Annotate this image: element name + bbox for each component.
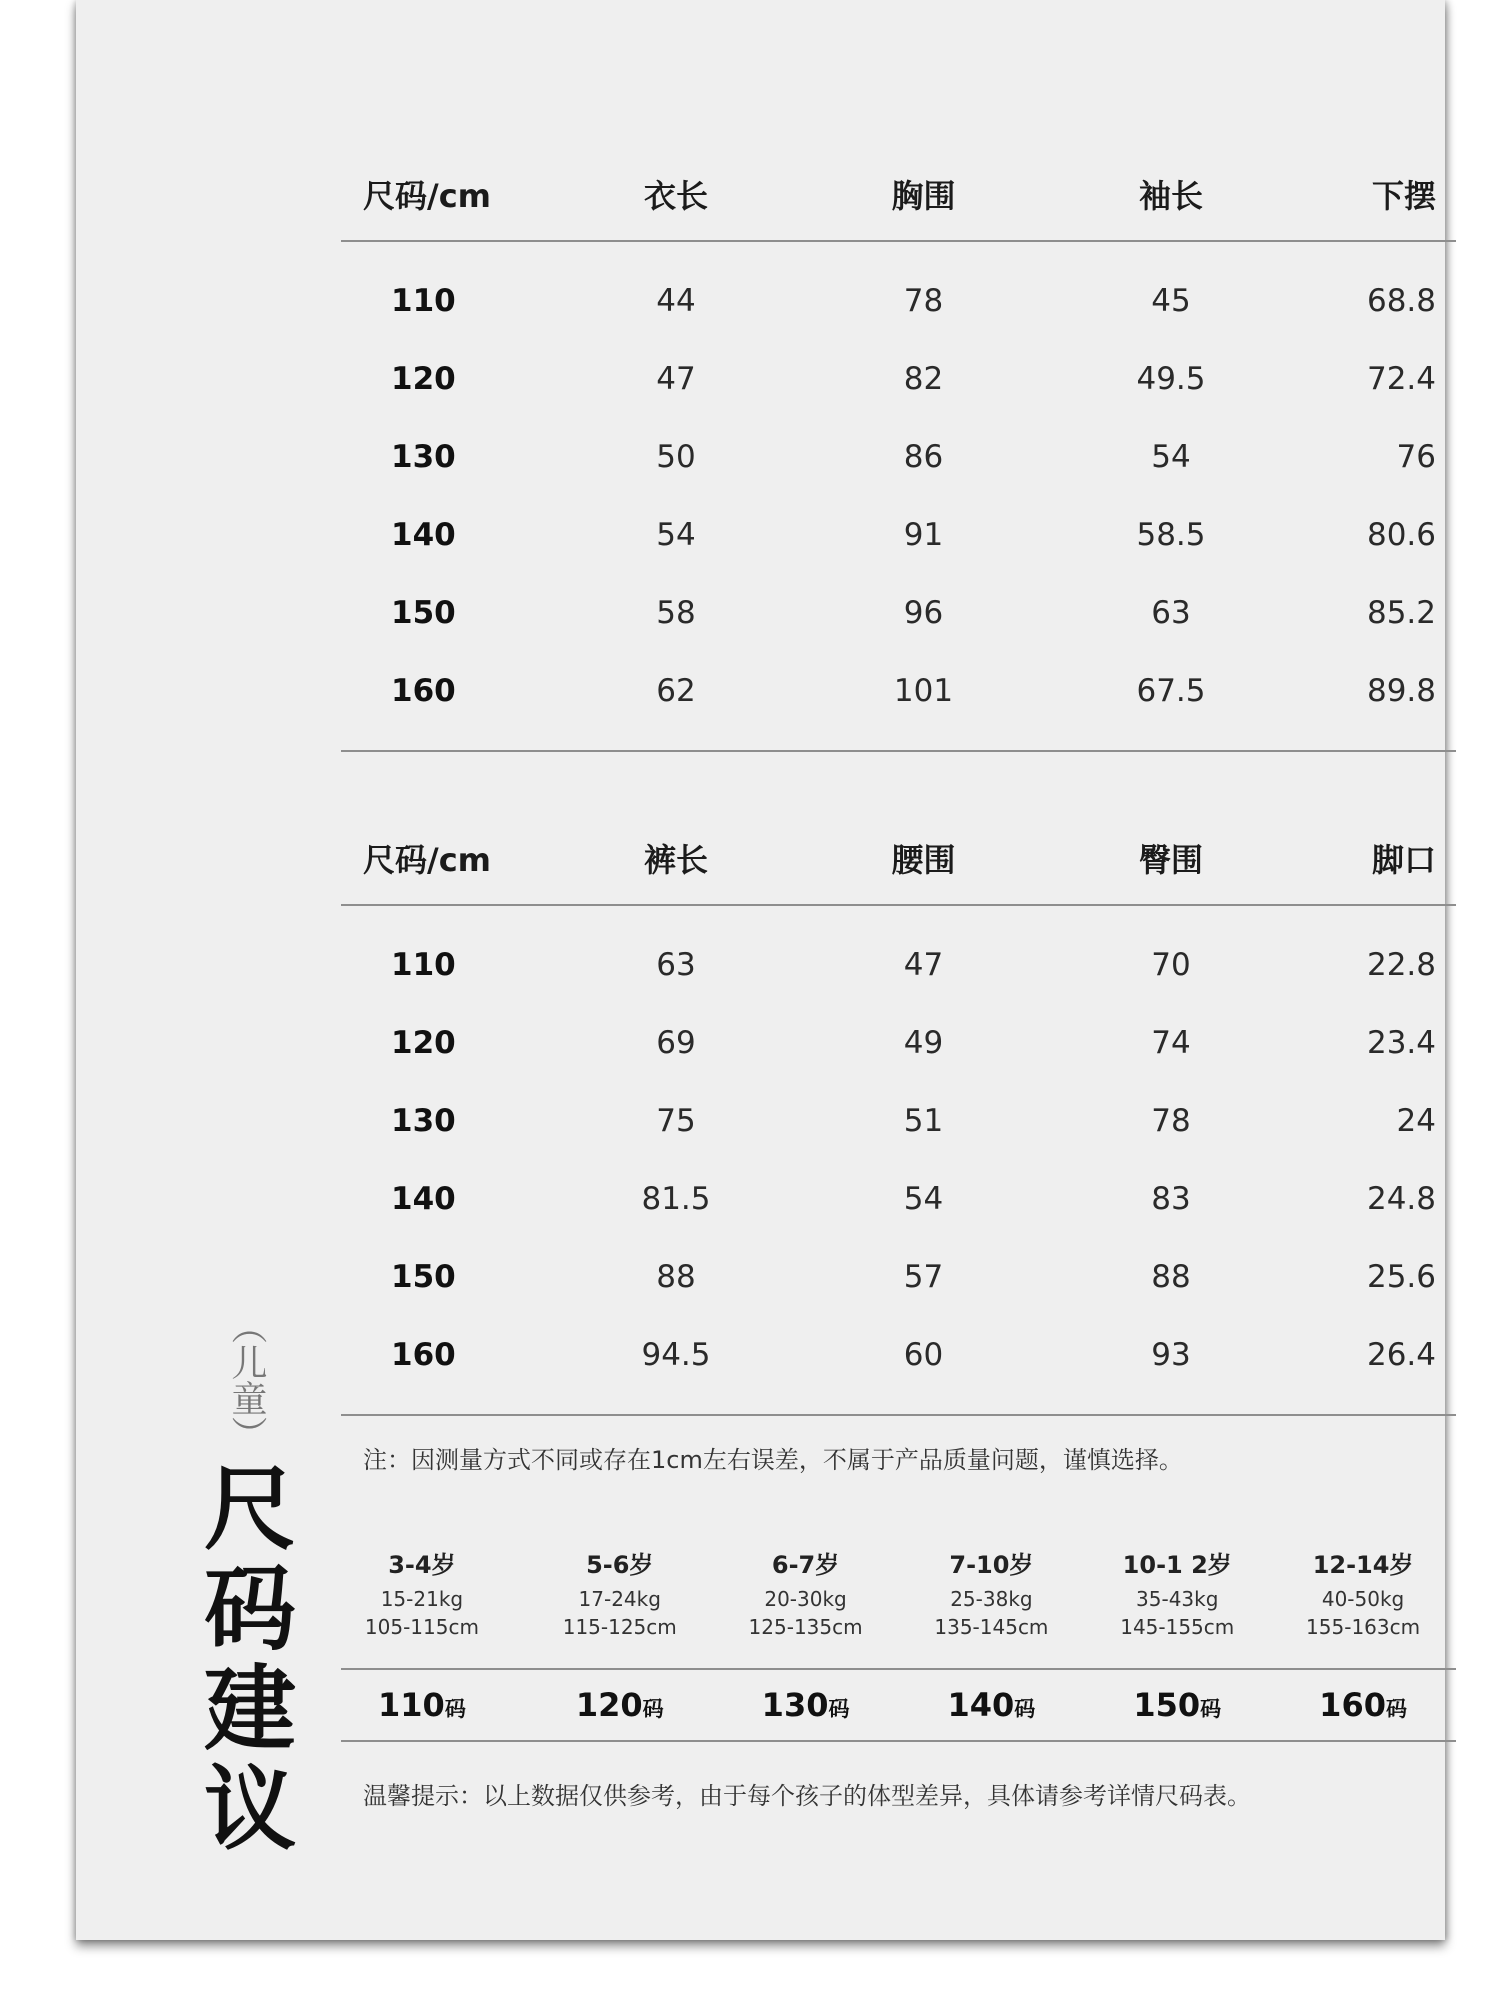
table-cell: 68.8	[1366, 283, 1436, 319]
side-title-char: 议	[203, 1756, 296, 1863]
measurement-note: 注：因测量方式不同或存在1cm左右误差，不属于产品质量问题，谨慎选择。	[363, 1446, 1183, 1474]
table-row	[341, 1160, 1456, 1238]
table-row	[341, 1316, 1456, 1394]
table-cell: 70	[1151, 947, 1191, 983]
table-header	[341, 148, 1456, 240]
age-group	[713, 1545, 899, 1641]
table-cell: 50	[656, 439, 696, 475]
table-cell: 85.2	[1366, 595, 1436, 631]
table-row	[341, 926, 1456, 1004]
table-cell: 54	[903, 1181, 944, 1217]
weight-range: 15-21kg	[380, 1587, 464, 1611]
warm-tip: 温馨提示：以上数据仅供参考，由于每个孩子的体型差异，具体请参考详情尺码表。	[363, 1782, 1251, 1810]
table-cell: 75	[656, 1103, 696, 1139]
age-label: 12-14岁	[1312, 1551, 1414, 1579]
table-cell: 96	[903, 595, 944, 631]
table-cell: 140	[391, 517, 456, 553]
table-row	[341, 652, 1456, 730]
side-title-char: 码	[203, 1556, 296, 1663]
header-cell: 脚口	[1371, 841, 1436, 879]
size-number: 120	[575, 1686, 643, 1724]
weight-range: 20-30kg	[764, 1587, 847, 1611]
recommended-sizes	[341, 1672, 1456, 1738]
table-cell: 130	[391, 1103, 456, 1139]
table-cell: 76	[1396, 439, 1436, 475]
table-cell: 78	[903, 283, 944, 319]
header-cell: 裤长	[643, 841, 708, 879]
table-cell: 62	[656, 673, 696, 709]
header-cell: 腰围	[891, 841, 956, 879]
table-cell: 54	[1151, 439, 1191, 475]
table-cell: 49	[903, 1025, 944, 1061]
height-range: 135-145cm	[934, 1615, 1049, 1639]
table-cell: 26.4	[1366, 1337, 1436, 1373]
age-group	[1084, 1545, 1270, 1641]
height-range: 105-115cm	[364, 1615, 479, 1639]
age-group	[527, 1545, 713, 1641]
table-cell: 88	[656, 1259, 696, 1295]
table-cell: 88	[1151, 1259, 1191, 1295]
side-subtitle: （儿童）	[226, 1308, 267, 1452]
table-row	[341, 496, 1456, 574]
recommended-size	[713, 1686, 899, 1724]
table-cell: 89.8	[1366, 673, 1436, 709]
table-cell: 110	[391, 947, 456, 983]
age-label: 7-10岁	[949, 1551, 1034, 1579]
table-cell: 51	[903, 1103, 944, 1139]
table-body	[341, 906, 1456, 1414]
size-number: 130	[761, 1686, 829, 1724]
table-row	[341, 418, 1456, 496]
height-range: 115-125cm	[562, 1615, 677, 1639]
table-header	[341, 812, 1456, 904]
recommended-size	[1270, 1686, 1456, 1724]
recommended-size	[898, 1686, 1084, 1724]
table-cell: 67.5	[1136, 673, 1206, 709]
table-cell: 81.5	[641, 1181, 711, 1217]
size-number: 140	[947, 1686, 1015, 1724]
age-groups	[341, 1545, 1456, 1641]
table-cell: 24.8	[1366, 1181, 1436, 1217]
weight-range: 25-38kg	[950, 1587, 1033, 1611]
age-group	[329, 1545, 515, 1641]
divider	[341, 1414, 1456, 1416]
size-unit: 码	[1014, 1697, 1036, 1721]
size-unit: 码	[444, 1697, 466, 1721]
age-label: 6-7岁	[771, 1551, 840, 1579]
table-cell: 120	[391, 361, 456, 397]
weight-range: 40-50kg	[1321, 1587, 1405, 1611]
side-title-char: 建	[203, 1656, 296, 1763]
table-cell: 82	[903, 361, 944, 397]
table-cell: 45	[1151, 283, 1191, 319]
table-cell: 140	[391, 1181, 456, 1217]
top-size-table	[341, 148, 1456, 752]
table-row	[341, 1004, 1456, 1082]
table-cell: 86	[903, 439, 944, 475]
table-cell: 83	[1151, 1181, 1191, 1217]
table-cell: 150	[391, 1259, 456, 1295]
table-row	[341, 574, 1456, 652]
table-cell: 120	[391, 1025, 456, 1061]
table-cell: 69	[656, 1025, 696, 1061]
height-range: 145-155cm	[1120, 1615, 1235, 1639]
size-number: 150	[1133, 1686, 1201, 1724]
table-cell: 23.4	[1366, 1025, 1436, 1061]
table-cell: 94.5	[641, 1337, 711, 1373]
table-cell: 60	[903, 1337, 944, 1373]
table-cell: 54	[656, 517, 696, 553]
side-title	[200, 1456, 300, 1863]
weight-range: 35-43kg	[1136, 1587, 1219, 1611]
table-cell: 44	[656, 283, 696, 319]
table-cell: 93	[1151, 1337, 1191, 1373]
table-cell: 91	[903, 517, 944, 553]
recommended-size	[527, 1686, 713, 1724]
side-title-char: 尺	[203, 1456, 296, 1563]
table-cell: 101	[893, 673, 954, 709]
weight-range: 17-24kg	[578, 1587, 661, 1611]
size-number: 160	[1319, 1686, 1386, 1724]
size-unit: 码	[828, 1697, 850, 1721]
header-cell: 袖长	[1138, 177, 1203, 215]
table-cell: 58	[656, 595, 696, 631]
header-cell: 尺码/cm	[363, 177, 492, 215]
divider	[341, 750, 1456, 752]
bottom-size-table	[341, 812, 1456, 1416]
header-cell: 衣长	[643, 177, 708, 215]
age-group	[1270, 1545, 1456, 1641]
table-row	[341, 1238, 1456, 1316]
table-cell: 47	[903, 947, 944, 983]
header-cell: 下摆	[1371, 177, 1436, 215]
table-cell: 150	[391, 595, 456, 631]
age-label: 5-6岁	[586, 1551, 654, 1579]
size-unit: 码	[1200, 1697, 1222, 1721]
divider	[341, 1740, 1456, 1742]
table-cell: 63	[1151, 595, 1191, 631]
age-label: 3-4岁	[388, 1551, 456, 1579]
table-cell: 72.4	[1366, 361, 1436, 397]
table-cell: 22.8	[1366, 947, 1436, 983]
table-cell: 25.6	[1366, 1259, 1436, 1295]
age-group	[898, 1545, 1084, 1641]
table-cell: 110	[391, 283, 456, 319]
table-cell: 24	[1396, 1103, 1436, 1139]
age-label: 10-1 2岁	[1122, 1551, 1232, 1579]
recommended-size	[1084, 1686, 1270, 1724]
height-range: 125-135cm	[748, 1615, 863, 1639]
table-cell: 160	[391, 1337, 456, 1373]
table-cell: 47	[656, 361, 696, 397]
table-cell: 74	[1151, 1025, 1191, 1061]
header-cell: 尺码/cm	[363, 841, 492, 879]
size-number: 110	[378, 1686, 445, 1724]
table-row	[341, 262, 1456, 340]
table-cell: 63	[656, 947, 696, 983]
table-row	[341, 1082, 1456, 1160]
height-range: 155-163cm	[1306, 1615, 1421, 1639]
table-cell: 80.6	[1366, 517, 1436, 553]
size-unit: 码	[1385, 1697, 1407, 1721]
table-cell: 78	[1151, 1103, 1191, 1139]
table-cell: 49.5	[1136, 361, 1206, 397]
table-cell: 130	[391, 439, 456, 475]
size-unit: 码	[642, 1697, 664, 1721]
table-cell: 57	[903, 1259, 944, 1295]
table-cell: 160	[391, 673, 456, 709]
table-body	[341, 242, 1456, 750]
header-cell: 臀围	[1138, 841, 1203, 879]
divider	[341, 1668, 1456, 1670]
table-cell: 58.5	[1136, 517, 1206, 553]
table-row	[341, 340, 1456, 418]
header-cell: 胸围	[891, 177, 956, 215]
size-chart-sheet	[76, 0, 1445, 1940]
recommended-size	[329, 1686, 515, 1724]
